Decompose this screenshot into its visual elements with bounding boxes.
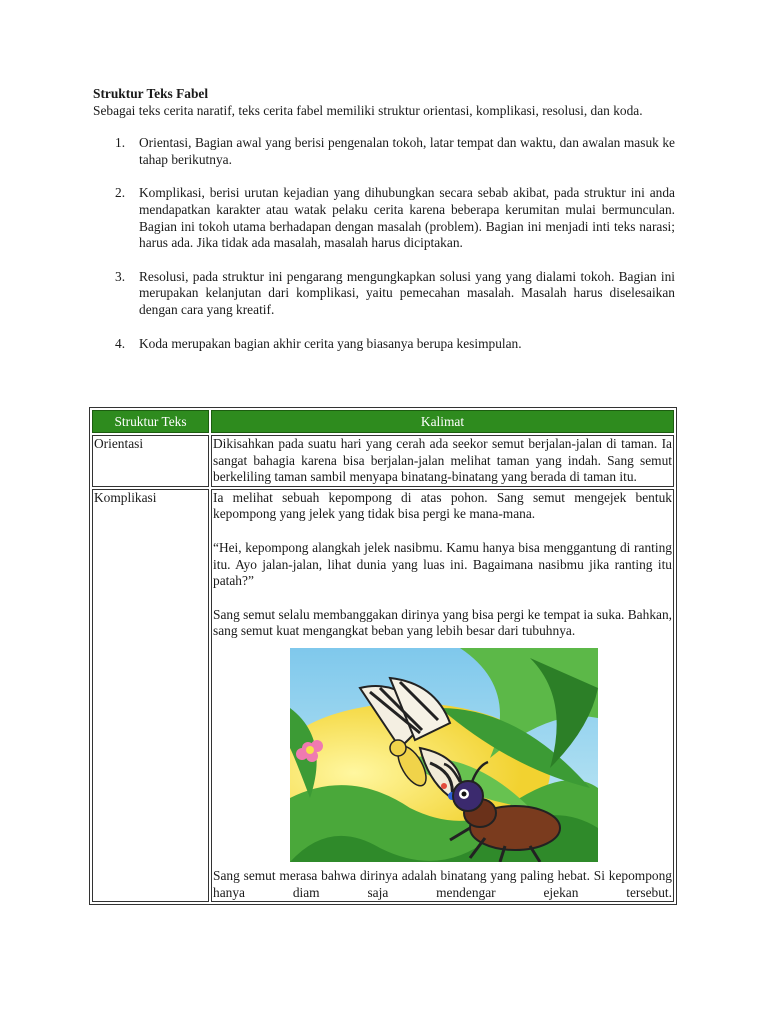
cell-paragraph: “Hei, kepompong alangkah jelek nasibmu. Kamu hanya bisa menggantung di ranting itu. Ayo jalan-jalan, lihat dunia yang luas ini. Bagaimana nasibmu jika ranting itu patah?” <box>213 539 672 589</box>
list-text: Komplikasi, berisi urutan kejadian yang dihubungkan secara sebab akibat, pada struktur ini anda mendapatkan karakter atau watak pelaku cerita karena beberapa kerumitan mulai bermunculan. Bagian ini tokoh utama berhadapan dengan masalah (problem). Bagian ini menjadi inti teks narasi; harus ada. Jika tidak ada masalah, masalah harus diciptakan. <box>139 185 675 251</box>
table-row <box>92 489 674 902</box>
structure-table <box>89 407 677 905</box>
cell-paragraph: Dikisahkan pada suatu hari yang cerah ada seekor semut berjalan-jalan di taman. Ia sangat bahagia karena bisa berjalan-jalan melihat taman yang indah. Sang semut berkeliling taman sambil menyapa binatang-binatang yang berada di taman itu. <box>213 436 672 485</box>
list-number: 3. <box>115 268 126 284</box>
column-header-structure: Struktur Teks <box>92 410 209 433</box>
row-label-orientation: Orientasi <box>92 435 209 487</box>
row-content-orientation <box>211 435 674 487</box>
list-text: Koda merupakan bagian akhir cerita yang biasanya berupa kesimpulan. <box>139 335 522 351</box>
column-header-sentence: Kalimat <box>211 410 674 433</box>
document-body <box>93 86 675 369</box>
list-item <box>93 269 675 319</box>
cell-paragraph: Sang semut selalu membanggakan dirinya yang bisa pergi ke tempat ia suka. Bahkan, sang semut kuat mengangkat beban yang lebih besar dari tubuhnya. <box>213 606 672 639</box>
butterfly-and-ant-illustration <box>290 648 598 862</box>
list-number: 1. <box>115 135 126 151</box>
list-item <box>93 135 675 168</box>
list-item <box>93 185 675 251</box>
row-label-complication: Komplikasi <box>92 489 209 902</box>
list-number: 2. <box>115 185 126 201</box>
list-number: 4. <box>115 335 126 351</box>
row-content-complication <box>211 489 674 902</box>
list-text: Resolusi, pada struktur ini pengarang mengungkapkan solusi yang yang dialami tokoh. Bagian ini merupakan kelanjutan dari komplikasi, yaitu pemecahan masalah. Masalah harus diselesaikan dengan cara yang kreatif. <box>139 268 675 317</box>
list-item <box>93 336 675 353</box>
table-row <box>92 435 674 487</box>
intro-paragraph: Sebagai teks cerita naratif, teks cerita fabel memiliki struktur orientasi, komplikasi, resolusi, dan koda. <box>93 102 643 118</box>
list-text: Orientasi, Bagian awal yang berisi pengenalan tokoh, latar tempat dan waktu, dan awalan masuk ke tahap berikutnya. <box>139 135 675 167</box>
structure-list <box>93 135 675 352</box>
page-title: Struktur Teks Fabel <box>93 86 209 101</box>
cell-paragraph: Ia melihat sebuah kepompong di atas pohon. Sang semut mengejek bentuk kepompong yang jelek yang tidak bisa pergi ke mana-mana. <box>213 489 672 522</box>
cell-paragraph: Sang semut merasa bahwa dirinya adalah binatang yang paling hebat. Si kepompong hanya diam saja mendengar ejekan tersebut. <box>213 867 672 900</box>
table-header-row <box>92 410 674 433</box>
